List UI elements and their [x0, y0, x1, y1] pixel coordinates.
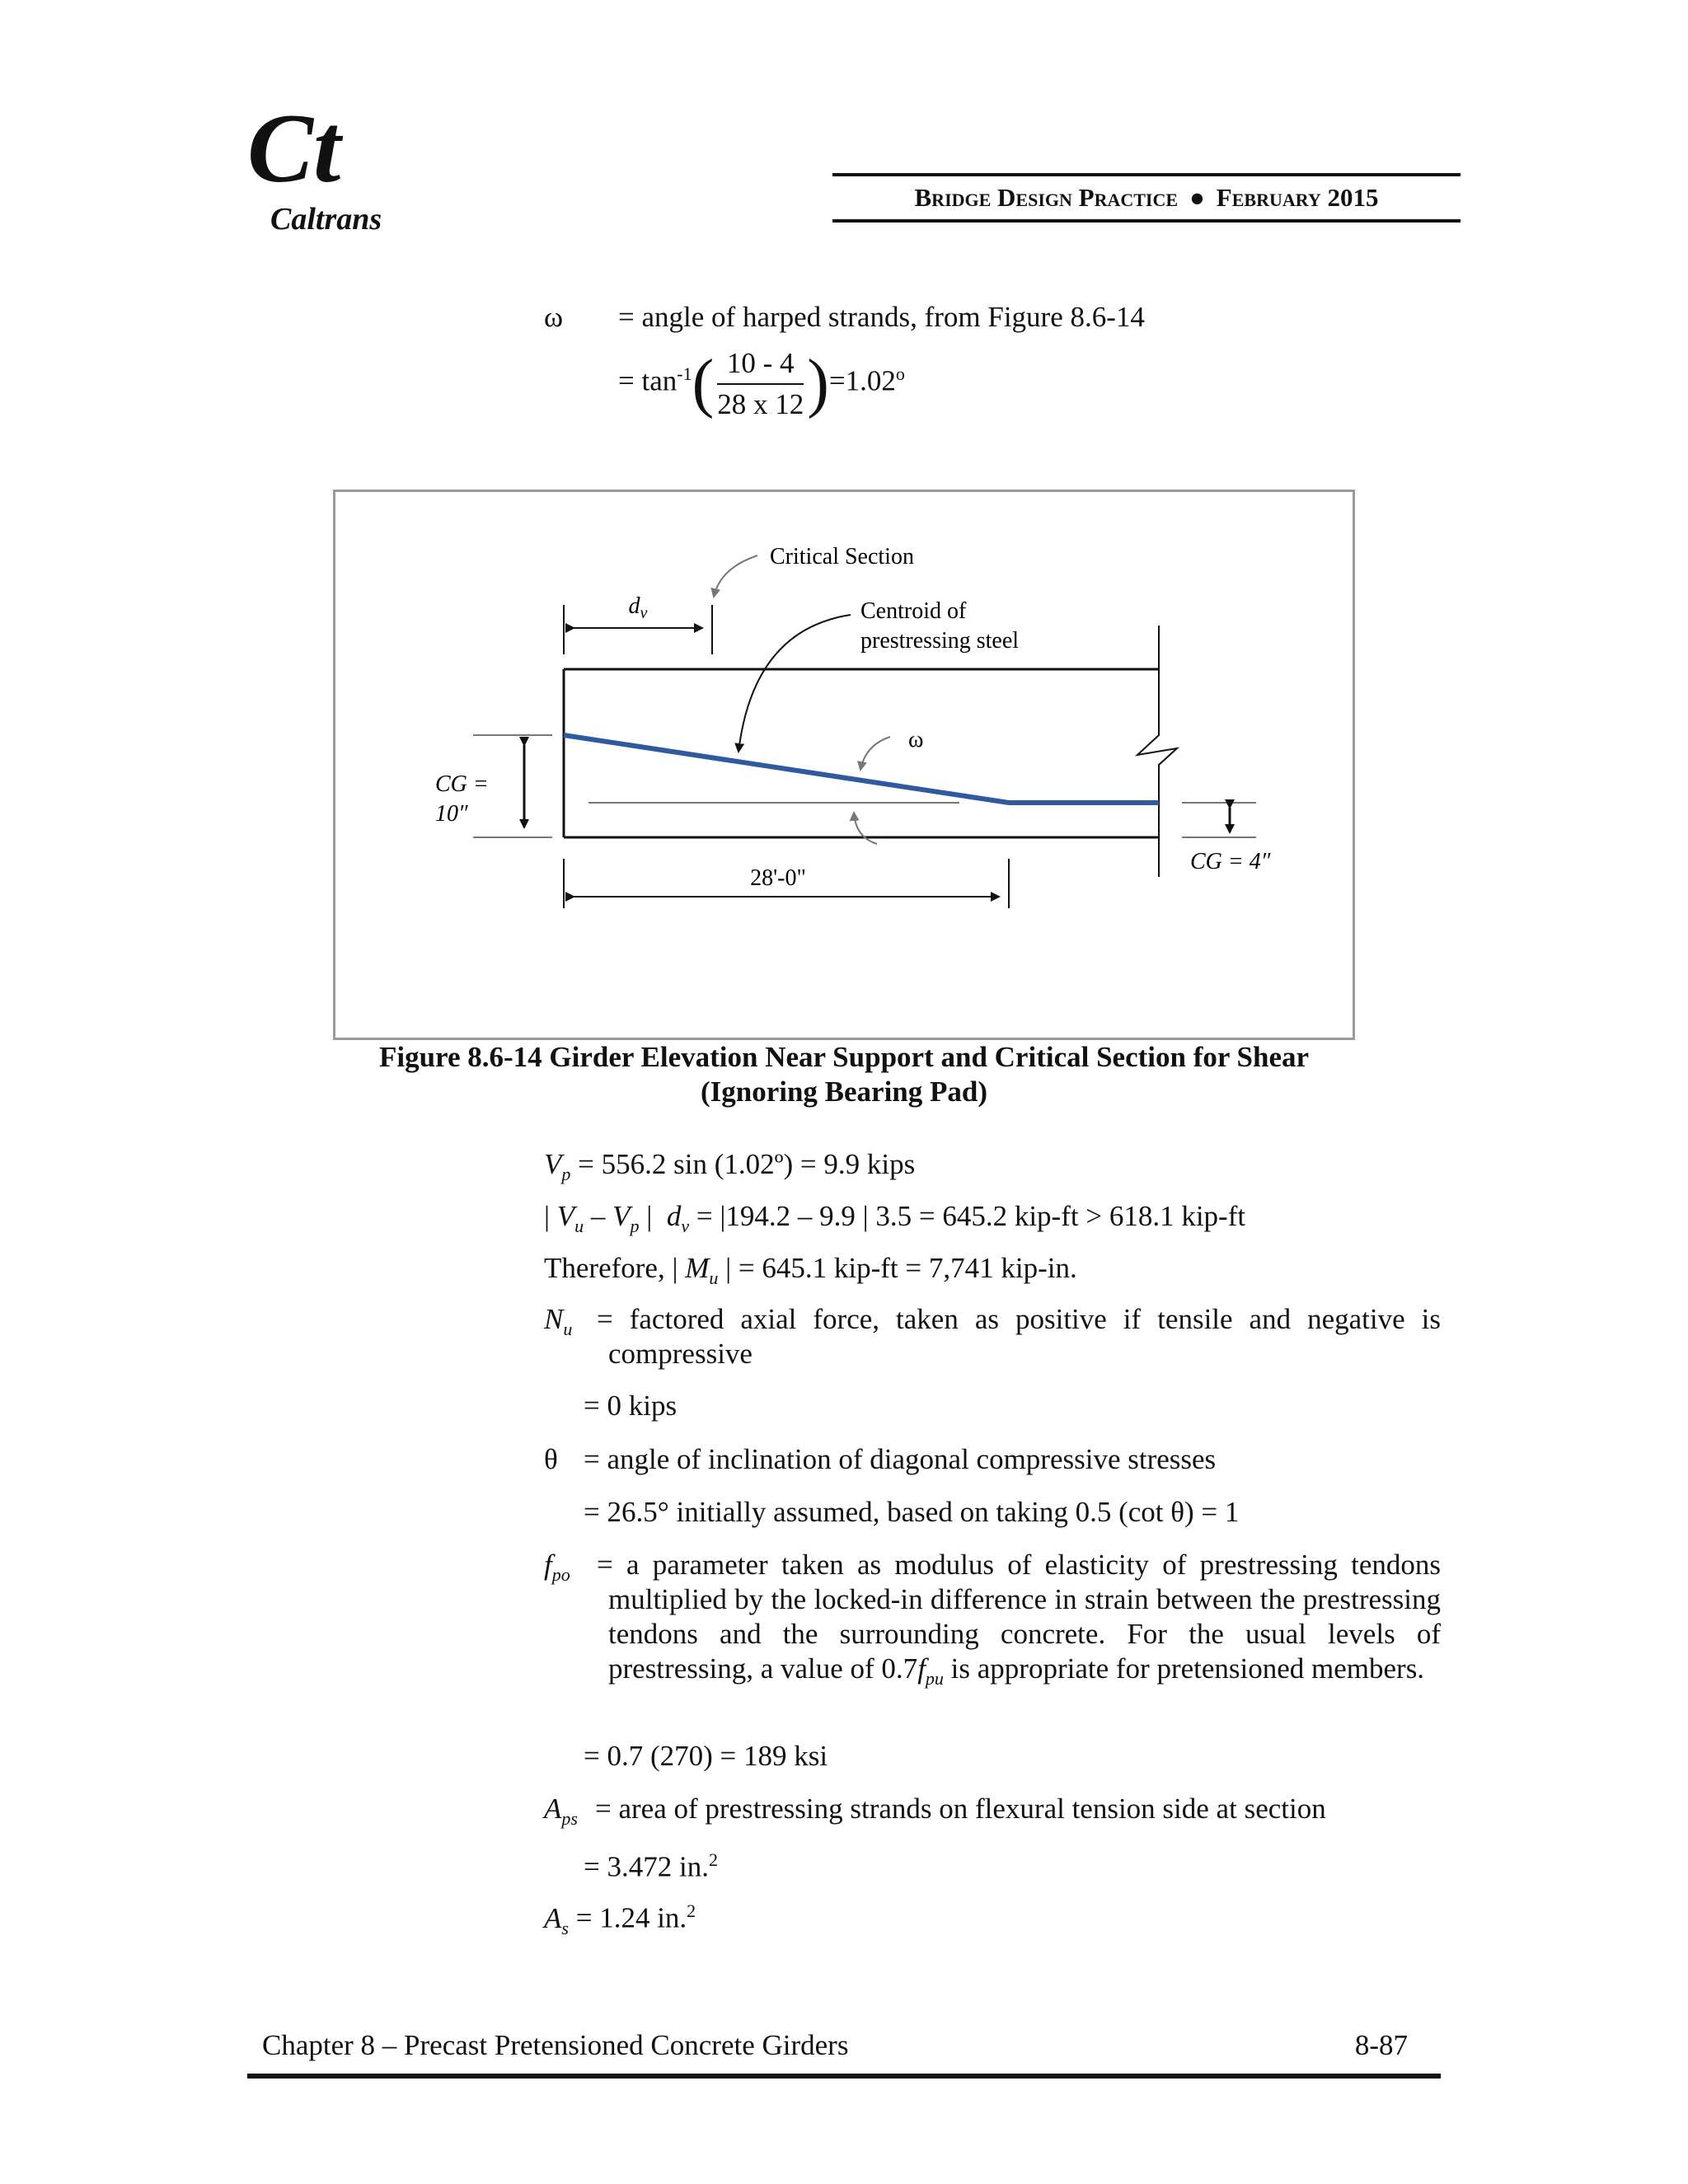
dv-label: $d_v$ — [628, 593, 648, 622]
eq-result: =1.02 — [828, 364, 896, 397]
svg-text:Caltrans: Caltrans — [270, 202, 382, 237]
fpo-symbol: $f_{po}$ — [544, 1549, 570, 1585]
aps-symbol: $A_{ps}$ — [544, 1793, 578, 1829]
nu-symbol: $N_u$ — [544, 1303, 573, 1339]
fpo-def-b: is appropriate for pretensioned members. — [943, 1652, 1425, 1685]
as-val-text: = 1.24 in. — [568, 1901, 687, 1934]
caption-line-2: (Ignoring Bearing Pad) — [700, 1076, 988, 1108]
omega-label: ω — [908, 727, 924, 752]
cg-left-label-2: 10″ — [435, 801, 468, 827]
footer-rule — [247, 2074, 1441, 2079]
vp-symbol: $V_p$ — [544, 1148, 571, 1184]
critical-section-arrow — [714, 555, 757, 597]
header-title: Bridge Design Practice — [914, 183, 1179, 212]
header-date: February 2015 — [1216, 183, 1379, 212]
cg-right-label: CG = 4″ — [1190, 849, 1271, 874]
eq-sup: -1 — [677, 363, 692, 384]
nu-val-text: = 0 kips — [584, 1390, 678, 1422]
eq-degree: o — [895, 363, 905, 384]
therefore-line — [544, 1251, 1442, 1296]
vp-equation — [544, 1147, 1442, 1192]
omega-equation — [618, 346, 905, 421]
aps-def-text: = area of prestressing strands on flexural tension side at section — [595, 1793, 1326, 1825]
mu-symbol: $M_u$ — [685, 1252, 719, 1288]
centroid-label-1: Centroid of — [860, 598, 967, 624]
vu-text: = |194.2 – 9.9 | 3.5 = 645.2 kip-ft > 618.1 kip-ft — [689, 1200, 1246, 1232]
therefore-b: | = 645.1 kip-ft = 7,741 kip-in. — [718, 1252, 1077, 1284]
running-header — [832, 173, 1461, 223]
critical-section-label: Critical Section — [770, 544, 914, 569]
fpo-def-a: = a parameter taken as modulus of elasticity of prestressing tendons multiplied by the locked-in difference in strain between the prestressing tendons and the surrounding concrete. For the usual levels of prestressing, a value of 0.7 — [597, 1549, 1441, 1685]
vu-symbol: | $V_u - V_p$ | $d_v$ — [544, 1200, 690, 1236]
aps-sup: 2 — [708, 1849, 718, 1870]
girder-elevation-diagram — [333, 490, 1355, 1040]
fpo-definition — [544, 1548, 1442, 1729]
fpu-symbol: $f_{pu}$ — [917, 1652, 944, 1689]
fpo-def-text — [597, 1548, 1441, 1696]
caption-line-1: Figure 8.6-14 Girder Elevation Near Support and Critical Section for Shear — [378, 1041, 1310, 1073]
right-paren: ) — [807, 347, 829, 419]
vp-text: = 556.2 sin (1.02º) = 9.9 kips — [570, 1148, 916, 1180]
omega-def-text: = angle of harped strands, from Figure 8.6-14 — [618, 301, 1145, 333]
centroid-label-2: prestressing steel — [860, 628, 1020, 654]
aps-val-text: = 3.472 in. — [584, 1850, 709, 1883]
denominator: 28 x 12 — [717, 387, 804, 420]
as-value — [544, 1894, 1442, 1946]
nu-definition — [544, 1302, 1442, 1376]
vu-equation — [544, 1199, 1442, 1244]
length-label: 28'-0" — [750, 865, 806, 891]
figure-caption — [272, 1040, 1416, 1109]
therefore-a: Therefore, | — [544, 1252, 686, 1284]
fraction — [717, 347, 804, 421]
aps-val — [584, 1843, 718, 1885]
theta-val-text: = 26.5° initially assumed, based on taking 0.5 (cot θ) = 1 — [584, 1496, 1240, 1528]
centroid-arrow — [738, 615, 851, 752]
page-footer — [262, 2029, 1441, 2062]
left-paren: ( — [692, 347, 715, 419]
theta-symbol: θ — [544, 1443, 558, 1475]
as-symbol: $A_s$ — [544, 1901, 569, 1938]
omega-symbol: ω — [544, 301, 564, 333]
svg-text:Ct: Ct — [247, 105, 341, 203]
footer-chapter: Chapter 8 – Precast Pretensioned Concrete Girders — [262, 2029, 849, 2061]
nu-def-text: = factored axial force, taken as positive if tensile and negative is compressive — [597, 1303, 1441, 1370]
footer-page: 8-87 — [1354, 2029, 1408, 2061]
fpo-val-text: = 0.7 (270) = 189 ksi — [584, 1740, 828, 1772]
bullet: ● — [1189, 183, 1205, 212]
as-sup: 2 — [687, 1900, 696, 1921]
eq-tan: = tan — [618, 364, 678, 397]
cg-left-label-1: CG = — [435, 771, 489, 797]
omega-arrow-bottom — [854, 813, 877, 844]
caltrans-logo — [247, 105, 420, 237]
omega-arrow-top — [860, 737, 890, 770]
theta-def-text: = angle of inclination of diagonal compressive stresses — [584, 1443, 1217, 1475]
break-line — [1137, 626, 1177, 877]
numerator: 10 - 4 — [717, 347, 804, 385]
